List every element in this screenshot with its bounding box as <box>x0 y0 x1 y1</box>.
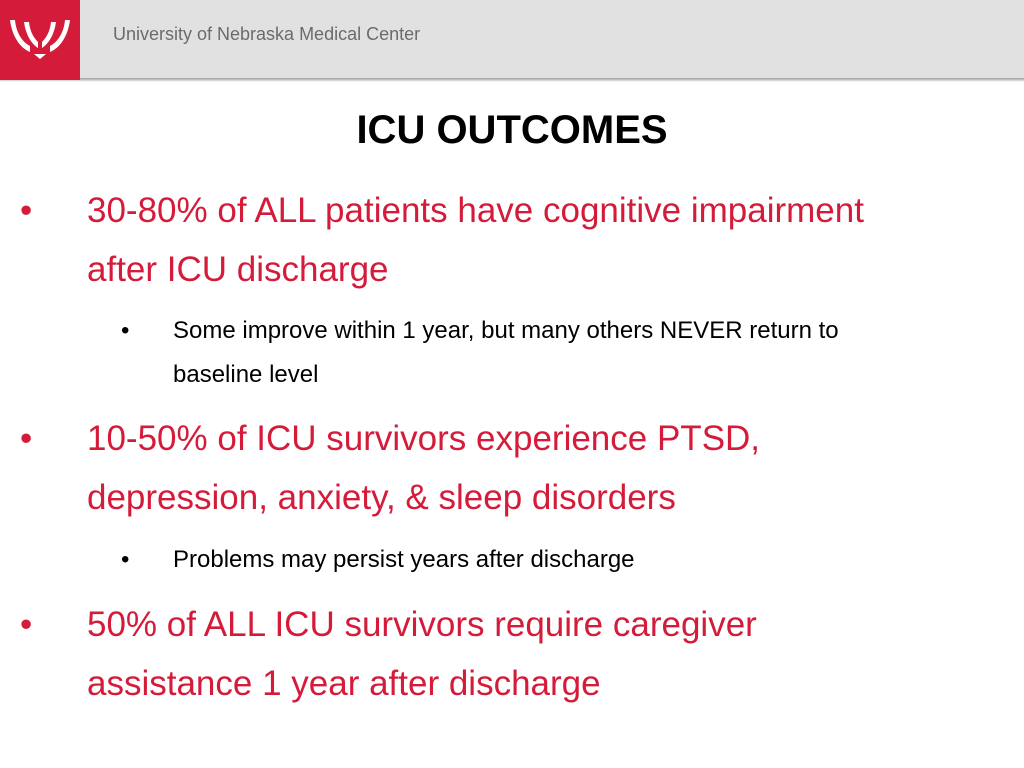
organization-name: University of Nebraska Medical Center <box>113 24 421 44</box>
bullet-line: 50% of ALL ICU survivors require caregiver <box>87 605 757 644</box>
bullet-text <box>87 595 757 713</box>
bullet-text <box>87 181 864 299</box>
bullet-line: 10-50% of ICU survivors experience PTSD, <box>87 419 761 458</box>
bullet-line: assistance 1 year after discharge <box>87 664 601 703</box>
bullet-marker: • <box>20 605 33 644</box>
bullet-marker: • <box>20 419 33 458</box>
bullet-line: depression, anxiety, & sleep disorders <box>87 478 676 517</box>
university-logo <box>0 0 80 80</box>
bullet-marker: • <box>121 317 130 344</box>
bullet-line: Some improve within 1 year, but many others NEVER return to <box>173 317 839 344</box>
slide-title: ICU OUTCOMES <box>356 108 668 152</box>
bullet-marker: • <box>20 191 33 230</box>
bullet-text <box>87 409 760 527</box>
sub-bullet-text <box>173 309 839 397</box>
bullet-line: after ICU discharge <box>87 250 389 289</box>
sub-bullet-text <box>173 538 635 582</box>
bullet-line: 30-80% of ALL patients have cognitive impairment <box>87 191 864 230</box>
logo-mark-icon <box>6 18 74 60</box>
bullet-line: Problems may persist years after discharge <box>173 546 635 573</box>
bullet-line: baseline level <box>173 361 319 388</box>
bullet-marker: • <box>121 546 130 573</box>
header-divider <box>0 78 1024 82</box>
